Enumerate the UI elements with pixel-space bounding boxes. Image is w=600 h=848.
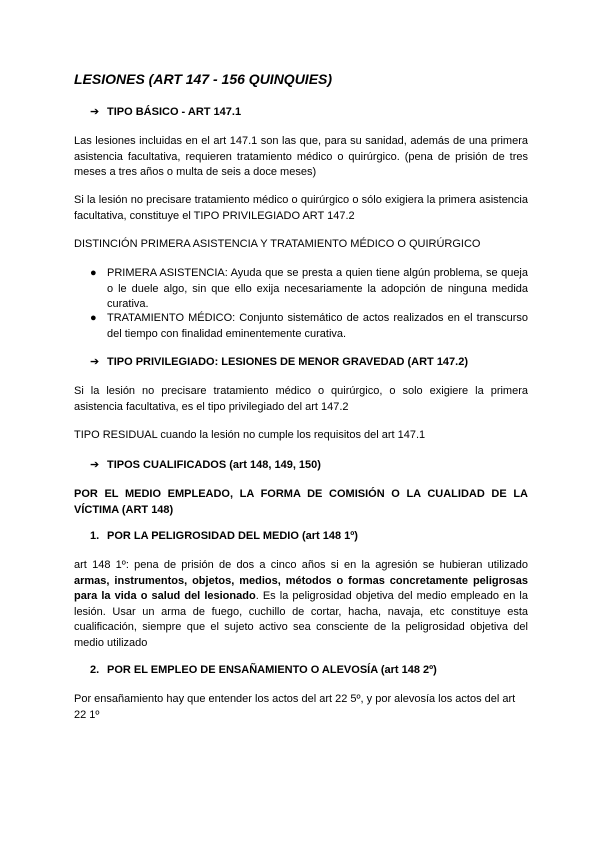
list-item: ● TRATAMIENTO MÉDICO: Conjunto sistemático de actos realizados en el transcurso del tiempo con finalidad eminentemente curativa.: [90, 312, 528, 340]
document-title: LESIONES (ART 147 - 156 QUINQUIES): [74, 71, 333, 87]
heading-ensanamiento-alevosia: 2. POR EL EMPLEO DE ENSAÑAMIENTO O ALEVOSÍA (art 148 2º): [90, 664, 437, 676]
bullet-icon: ●: [90, 312, 97, 324]
paragraph-tipo-residual: TIPO RESIDUAL cuando la lesión no cumple los requisitos del art 147.1: [74, 429, 426, 441]
arrow-right-icon: ➔: [90, 459, 100, 471]
heading-tipo-privilegiado: ➔ TIPO PRIVILEGIADO: LESIONES DE MENOR GRAVEDAD (ART 147.2): [90, 355, 468, 371]
paragraph-ensanamiento: Por ensañamiento hay que entender los actos del art 22 5º, y por alevosía los actos del art 22 1º: [74, 693, 516, 721]
heading-peligrosidad-medio: 1. POR LA PELIGROSIDAD DEL MEDIO (art 148 1º): [90, 530, 358, 542]
paragraph-medio-empleado: POR EL MEDIO EMPLEADO, LA FORMA DE COMISIÓN O LA CUALIDAD DE LA VÍCTIMA (ART 148): [74, 488, 528, 516]
arrow-right-icon: ➔: [90, 106, 100, 118]
heading-tipo-basico: ➔ TIPO BÁSICO - ART 147.1: [90, 105, 241, 121]
paragraph-tipo-basico: Las lesiones incluidas en el art 147.1 son las que, para su sanidad, además de una primera asistencia facultativa, requieren tratamiento médico o quirúrgico. (pena de prisión de tres meses a tres años o multa de seis a doce meses): [74, 135, 528, 178]
bullet-icon: ●: [90, 267, 97, 279]
paragraph-art-148-1: art 148 1º: pena de prisión de dos a cinco años si en la agresión se hubieran utilizado armas, instrumentos, objetos, medios, métodos o formas concretamente peligrosas para la vida o salud del lesionado. Es la peligrosidad objetiva del medio empleado en la lesión. Usar un arma de fuego, cuchillo de cortar, hacha, navaja, etc constituye esta cualificación, siempre que el sujeto activo sea consciente de la peligrosidad objetiva del medio utilizado: [74, 559, 528, 649]
paragraph-distincion: DISTINCIÓN PRIMERA ASISTENCIA Y TRATAMIENTO MÉDICO O QUIRÚRGICO: [74, 238, 481, 250]
heading-tipos-cualificados: ➔ TIPOS CUALIFICADOS (art 148, 149, 150): [90, 458, 321, 474]
arrow-right-icon: ➔: [90, 356, 100, 368]
list-item: ● PRIMERA ASISTENCIA: Ayuda que se presta a quien tiene algún problema, se queja o le duele algo, sin que ello exija necesariamente la adopción de ninguna medida curativa.: [90, 267, 528, 310]
paragraph-tipo-privilegiado-intro: Si la lesión no precisare tratamiento médico o quirúrgico o sólo exigiera la primera asistencia facultativa, constituye el TIPO PRIVILEGIADO ART 147.2: [74, 194, 528, 222]
paragraph-tipo-privilegiado: Si la lesión no precisare tratamiento médico o quirúrgico, o solo exigiere la primera asistencia facultativa, es el tipo privilegiado del art 147.2: [74, 385, 528, 413]
